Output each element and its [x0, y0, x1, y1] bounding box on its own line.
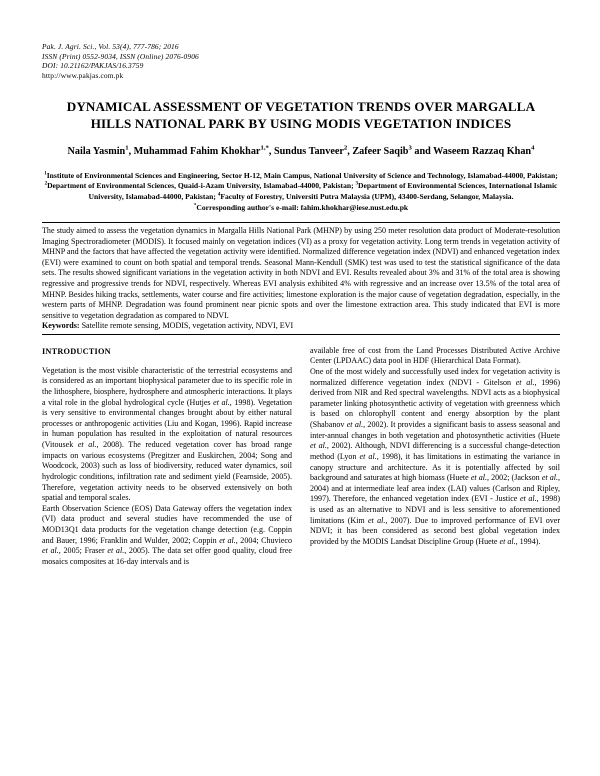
journal-doi-line: DOI: 10.21162/PAKJAS/16.3759: [42, 61, 144, 71]
page-title: DYNAMICAL ASSESSMENT OF VEGETATION TRENDS OVER MARGALLA HILLS NATIONAL PARK BY USING MODIS VEGETATION INDICES: [66, 99, 536, 132]
right-paragraph-2: One of the most widely and successfully used index for vegetation activity is normalized difference vegetation index (NDVI - Gitelson et al., 1996) derived from NIR and Red spectral wavelengths. NDVI acts as a biophysical parameter linking photosynthetic activity of vegetation with greenness which is based on chlorophyll content and energy absorption by the plant (Shabanov et al., 2002). It provides a significant basis to assess seasonal and inter-annual changes in both vegetation and photosynthetic activities (Huete et al., 2002). Although, NDVI differencing is a successful change-detection method (Lyon et al., 1998), it has limitations in estimating the variance in canopy structure and architecture. As it is potentially affected by soil background and saturates at high biomass (Huete et al., 2002; (Jackson et al., 2004) and at intermediate leaf area index (LAI) values (Carlson and Ripley, 1997). Therefore, the enhanced vegetation index (EVI - Justice et al., 1998) is used as an alternative to NDVI and is less sensitive to aforementioned limitations (Kim et al., 2007). Due to improved performance of EVI over NDVI; it has been considered as second best global vegetation index provided by the MODIS Landsat Discipline Group (Huete et al., 1994).: [310, 366, 561, 546]
keywords-value: Satellite remote sensing, MODIS, vegetation activity, NDVI, EVI: [79, 321, 294, 331]
right-paragraph-1: available free of cost from the Land Processes Distributed Active Archive Center (LPDAAC) data pool in HDF (Hierarchical Data Format).: [310, 345, 560, 366]
left-paragraph-2: Earth Observation Science (EOS) Data Gateway offers the vegetation index (VI) data product and several studies have recommended the use of MOD13Q1 data products for the vegetation change detection (e.g. Coppin and Bauer, 1996; Franklin and Wulder, 2002; Coppin et al., 2004; Chuvieco et al., 2005; Fraser et al., 2005). The data set offer good quality, cloud free mosaics composites at 16-day intervals and is: [42, 503, 292, 566]
journal-header: [42, 42, 560, 80]
abstract-text: The study aimed to assess the vegetation dynamics in Margalla Hills National Park (MHNP) by using 250 meter resolution data product of Moderate-resolution Imaging Spectroradiometer (MODIS). It focused mainly on vegetation indices (VI) as a proxy for vegetation activity. Long term trends in vegetation activity of MHNP and the factors that have affected the vegetation activity were identified. Normalized difference vegetation index (NDVI) and enhanced vegetation index (EVI) were examined to count on both spatial and temporal trends. Seasonal Mann-Kendull (SMK) test was used to test the statistical significance of the data sets. The results showed significant variations in the vegetation activity in both NDVI and EVI. Results revealed about 3% and 31% of the total area is showing regressive and progressive trends for NDVI, respectively. Whereas EVI analysis exhibited 4% with regressive and an increase over 13.5% of the total area of MHNP. Besides hiking tracks, settlements, water course and fire activities; limestone exploration is the major cause of vegetation degradation, especially, in the western parts of MHNP. Degradation was found prominent near picnic spots and over the limestone extraction area. This study indicated that EVI is more sensitive to vegetation degradation as compared to NDVI.: [42, 226, 560, 320]
section-heading-introduction: INTRODUCTION: [42, 346, 111, 356]
journal-issn-line: ISSN (Print) 0552-9034, ISSN (Online) 2076-0906: [42, 51, 199, 61]
left-column: [42, 346, 292, 568]
keywords-line: [42, 321, 560, 332]
journal-citation-line: Pak. J. Agri. Sci., Vol. 53(4), 777-786; 2016: [42, 42, 179, 51]
keywords-label: Keywords:: [42, 321, 80, 331]
affiliations: $^1$Institute of Environmental Sciences and Engineering, Sector H-12, Main Campus, National University of Science and Technology, Islamabad-44000, Pakistan; $^2$Department of Environmental Sciences, Quaid-i-Azam University, Islamabad-44000, Pakistan; $^3$Department of Environmental Sciences, International Islamic University, Islamabad-44000, Pakistan; $^4$Faculty of Forestry, Universiti Putra Malaysia (UPM), 43400-Serdang, Selangor, Malaysia.: [44, 170, 558, 202]
body-columns: [42, 346, 560, 568]
corresponding-author-email[interactable]: *Corresponding author's e-mail: fahim.khokhar@iese.nust.edu.pk: [193, 202, 409, 212]
author-list: Naila Yasmin$^1$, Muhammad Fahim Khokhar$^{1,*}$, Sundus Tanveer$^2$, Zafeer Saqib$^3$ and Waseem Razzaq Khan$^4$: [67, 144, 535, 158]
left-paragraph-1: Vegetation is the most visible characteristic of the terrestrial ecosystems and is considered as an important biophysical parameter due to its specific role in the lithosphere, biosphere, hydrosphere and atmospheric interactions. It plays a vital role in the global hydrological cycle (Hutjes et al., 1998). Vegetation is very sensitive to environmental changes brought about by either natural processes or anthropogenic activities (Liu and Kogan, 1996). Rapid increase in human population has resulted in the exploitation of natural resources (Vitousek et al., 2008). The reduced vegetation cover has broad range impacts on various ecosystems (Pregitzer and Euskirchen, 2004; Song and Woodcock, 2003) such as loss of biodiversity, reduced water dynamics, soil hydrologic conditions, infiltration rate and sediment yield (Fearnside, 2005). Therefore, vegetation activity needs to be observed extensively on both spatial and temporal scales.: [42, 365, 292, 503]
abstract-block: [42, 222, 560, 334]
journal-url[interactable]: http://www.pakjas.com.pk: [42, 70, 124, 80]
right-column: [310, 346, 560, 568]
